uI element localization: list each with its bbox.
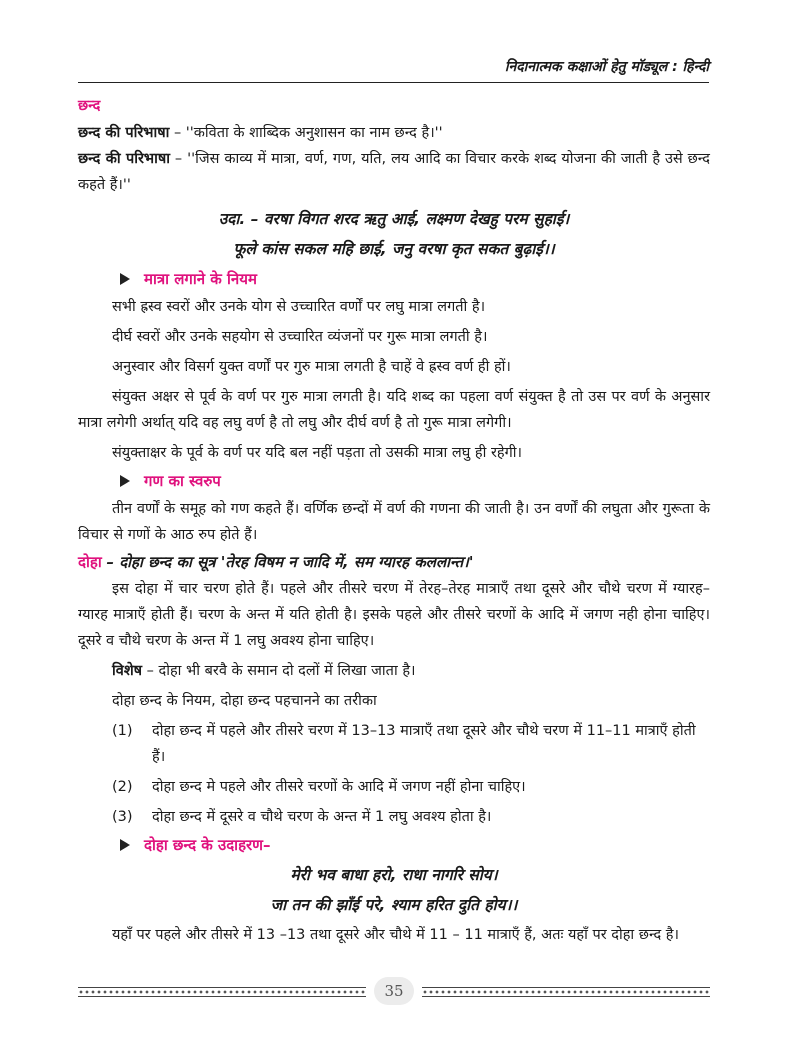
rule-text: दोहा छन्द मे पहले और तीसरे चरणों के आदि में जगण नहीं होना चाहिए। xyxy=(152,779,526,795)
rule-number: (3) xyxy=(112,809,133,825)
doha-rule xyxy=(78,774,710,800)
section-heading: दोहा छन्द के उदाहरण– xyxy=(144,836,271,854)
page-footer xyxy=(78,982,710,1000)
matra-rule: अनुस्वार और विसर्ग युक्त वर्णों पर गुरु मात्रा लगती है चाहें वे ह्रस्व वर्ण ही हों। xyxy=(112,359,511,375)
doha-sutra: – दोहा छन्द का सूत्र 'तेरह विषम न जादि में, सम ग्यारह कललान्त।' xyxy=(106,553,474,571)
definition-text: – ''जिस काव्य में मात्रा, वर्ण, गण, यति, लय आदि का विचार करके शब्द योजना की जाती है उसे छन्द कहते हैं।'' xyxy=(78,151,710,193)
doha-heading xyxy=(78,548,710,576)
section-heading: गण का स्वरुप xyxy=(144,472,221,490)
chhand-example-line-2: फूले कांस सकल महि छाई, जनु वरषा कृत सकत बुढ़ाई।। xyxy=(233,240,555,258)
arrow-bullet-icon xyxy=(120,475,130,487)
doha-rule xyxy=(78,804,710,830)
matra-rule: सभी ह्रस्व स्वरों और उनके योग से उच्चारित वर्णों पर लघु मात्रा लगती है। xyxy=(112,299,486,315)
chhand-heading: छन्द xyxy=(78,98,101,114)
chhand-example-line-1: उदा. – वरषा विगत शरद ऋतु आई, लक्ष्मण देखहु परम सुहाई। xyxy=(218,210,570,228)
arrow-bullet-icon xyxy=(120,273,130,285)
rule-number: (1) xyxy=(112,723,133,739)
definition-text: – ''कविता के शाब्दिक अनुशासन का नाम छन्द है।'' xyxy=(173,125,443,141)
rule-number: (2) xyxy=(112,779,133,795)
doha-label: दोहा xyxy=(78,553,102,571)
decorative-border xyxy=(78,987,366,997)
header-title: निदानात्मक कक्षाओं हेतु मॉड्यूल : हिन्दी xyxy=(504,59,709,75)
doha-example-line-1: मेरी भव बाधा हरो, राधा नागरि सोय। xyxy=(290,866,498,884)
section-heading: मात्रा लगाने के नियम xyxy=(144,270,257,288)
gana-heading xyxy=(78,466,710,496)
doha-paragraph: इस दोहा में चार चरण होते हैं। पहले और तीसरे चरण में तेरह–तेरह मात्राएँ तथा दूसरे और चौथे चरण में ग्यारह–ग्यारह मात्राएँ होती हैं। चरण के अन्त में यति होती है। इसके पहले और तीसरे चरणों के आदि में जगण नही होना चाहिए। दूसरे व चौथे चरण के अन्त में 1 लघु अवश्य होना चाहिए। xyxy=(78,581,710,649)
page-number: 35 xyxy=(374,977,414,1005)
decorative-border xyxy=(422,987,710,997)
gana-text: तीन वर्णों के समूह को गण कहते हैं। वर्णिक छन्दों में वर्ण की गणना की जाती है। उन वर्णों की लघुता और गुरूता के विचार से गणों के आठ रुप होते हैं। xyxy=(78,501,710,543)
vishesh-text: – दोहा भी बरवै के समान दो दलों में लिखा जाता है। xyxy=(146,663,416,679)
matra-rule: संयुक्ताक्षर के पूर्व के वर्ण पर यदि बल नहीं पड़ता तो उसकी मात्रा लघु ही रहेगी। xyxy=(112,445,522,461)
doha-vishesh xyxy=(78,658,710,684)
arrow-bullet-icon xyxy=(120,839,130,851)
doha-rule xyxy=(78,718,710,770)
chhand-definition-2 xyxy=(78,146,710,198)
definition-label: छन्द की परिभाषा xyxy=(78,151,170,167)
doha-closing: यहाँ पर पहले और तीसरे में 13 –13 तथा दूसरे और चौथे में 11 – 11 मात्राएँ हैं, अतः यहाँ पर दोहा छन्द है। xyxy=(112,927,679,943)
matra-rule: संयुक्त अक्षर से पूर्व के वर्ण पर गुरु मात्रा लगती है। यदि शब्द का पहला वर्ण संयुक्त है तो उस पर वर्ण के अनुसार मात्रा लगेगी अर्थात् यदि वह लघु वर्ण है तो लघु और दीर्घ वर्ण है तो गुरू मात्रा लगेगी। xyxy=(78,389,710,431)
doha-example-line-2: जा तन की झाँई परे, श्याम हरित दुति होय।। xyxy=(270,896,518,914)
matra-rule: दीर्घ स्वरों और उनके सहयोग से उच्चारित व्यंजनों पर गुरू मात्रा लगती है। xyxy=(112,329,488,345)
doha-rules-intro: दोहा छन्द के नियम, दोहा छन्द पहचानने का तरीका xyxy=(112,693,377,709)
rule-text: दोहा छन्द में पहले और तीसरे चरण में 13–13 मात्राएँ तथा दूसरे और चौथे चरण में 11–11 मात्राएँ होती हैं। xyxy=(152,723,696,765)
doha-examples-heading xyxy=(78,830,710,860)
vishesh-label: विशेष xyxy=(112,663,143,679)
page-content xyxy=(78,92,710,948)
matra-rules-heading xyxy=(78,264,710,294)
chhand-definition-1 xyxy=(78,120,710,146)
rule-text: दोहा छन्द में दूसरे व चौथे चरण के अन्त में 1 लघु अवश्य होता है। xyxy=(152,809,492,825)
page-header xyxy=(78,56,709,83)
definition-label: छन्द की परिभाषा xyxy=(78,125,170,141)
